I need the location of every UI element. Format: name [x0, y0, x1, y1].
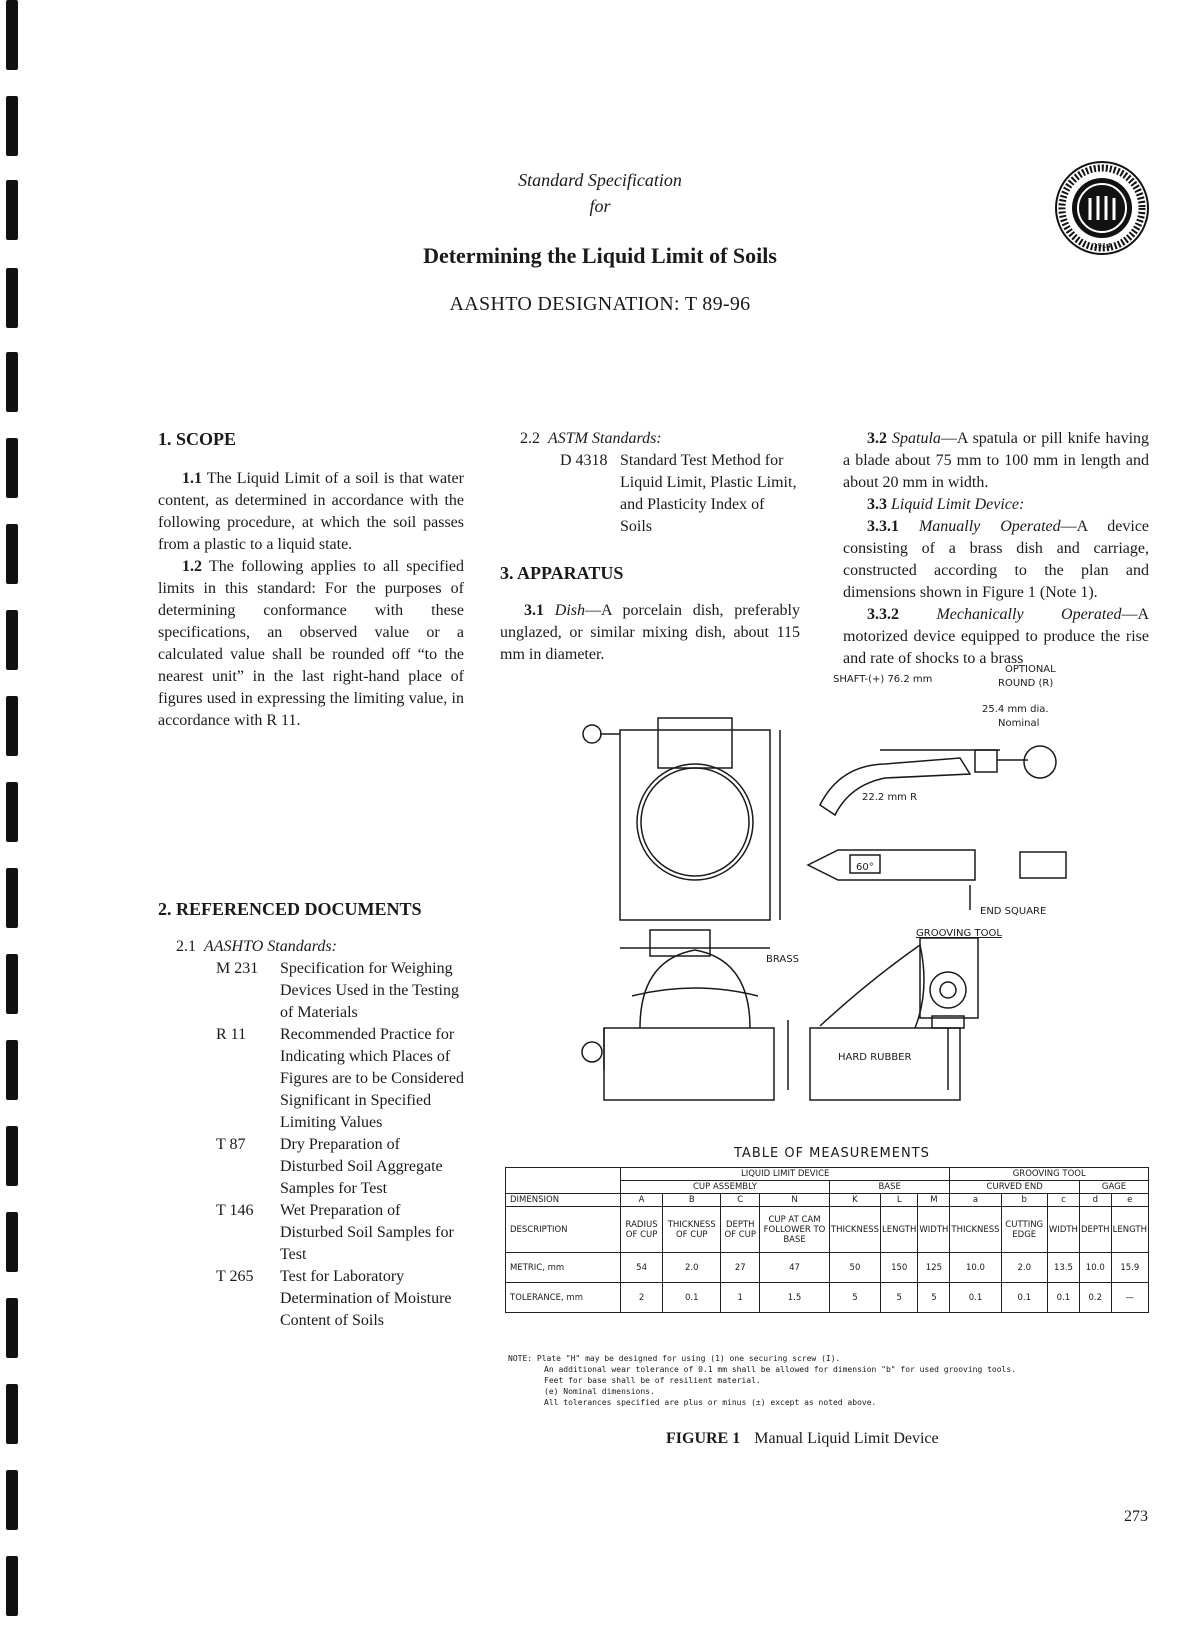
spec-kicker-line2: for [589, 196, 611, 216]
section-1-heading: 1. SCOPE [158, 429, 237, 449]
table-cell [506, 1168, 621, 1194]
list-item: D 4318 Standard Test Method for Liquid Limit, Plastic Limit, and Plasticity Index of Soils [560, 452, 797, 535]
table-row: METRIC, mm 54 2.0 27 47 50 150 125 10.0 2.0 13.5 10.0 15.9 [506, 1253, 1149, 1283]
page-title: Determining the Liquid Limit of Soils [423, 243, 777, 268]
column-1-section-2 [158, 898, 464, 1332]
table-row: DIMENSION A B C N K L M a b c d e [506, 1194, 1149, 1207]
column-1 [158, 428, 464, 732]
binder-hole [6, 1470, 18, 1530]
designation: AASHTO DESIGNATION: T 89-96 [449, 293, 751, 315]
binder-hole [6, 696, 18, 756]
svg-text:22.2 mm R: 22.2 mm R [862, 792, 918, 803]
paragraph-3-3-1: 3.3.1 Manually Operated—A device consisting of a brass dish and carriage, constructed according to the plan and dimensions shown in Figure 1 (Note 1). [843, 518, 1150, 601]
binder-hole [6, 1556, 18, 1616]
svg-text:60°: 60° [856, 862, 874, 873]
table-row [506, 1168, 1149, 1181]
binder-hole [6, 1040, 18, 1100]
paragraph-1-1: 1.1 The Liquid Limit of a soil is that water content, as determined in accordance with the following procedure, at which the soil passes from a plastic to a liquid state. [158, 470, 464, 553]
list-item: T 146 Wet Preparation of Disturbed Soil Samples for Test [216, 1202, 454, 1263]
aashto-seal-icon [1054, 160, 1150, 256]
binder-hole [6, 1298, 18, 1358]
binder-hole [6, 782, 18, 842]
binder-hole [6, 438, 18, 498]
paragraph-3-2: 3.2 Spatula—A spatula or pill knife having a blade about 75 mm to 100 mm in length and about 20 mm in width. [843, 430, 1150, 491]
aashto-standards: 2.1 AASHTO Standards: M 231 Specification for Weighing Devices Used in the Testing of Materials R 11 Recommended Practice for Indicating which Places of Figures are to be Considered Significant in Specified Limiting Values T 87 Dry Preparation of Disturbed Soil Aggregate Samples for Test T 146 Wet Preparation of Disturbed Soil Samples for Test T 265 Test for Laboratory Determination of Moisture Content of Soils [176, 936, 464, 1332]
column-3 [843, 428, 1149, 670]
svg-text:ROUND (R): ROUND (R) [998, 678, 1054, 689]
binder-hole [6, 96, 18, 156]
column-2 [500, 428, 800, 666]
svg-text:GROOVING TOOL: GROOVING TOOL [916, 928, 1002, 939]
table-row: DESCRIPTION RADIUS OF CUP THICKNESS OF CUP DEPTH OF CUP CUP AT CAM FOLLOWER TO BASE THICKNESS LENGTH WIDTH THICKNESS CUTTING EDGE WIDTH DEPTH LENGTH [506, 1207, 1149, 1253]
svg-text:SHAFT-(+) 76.2 mm: SHAFT-(+) 76.2 mm [833, 674, 933, 685]
figure-caption: FIGURE 1 Manual Liquid Limit Device [666, 1430, 939, 1447]
table-row: TOLERANCE, mm 2 0.1 1 1.5 5 5 5 0.1 0.1 0.1 0.2 — [506, 1283, 1149, 1313]
svg-text:25.4 mm dia.: 25.4 mm dia. [982, 704, 1049, 715]
table-header: LIQUID LIMIT DEVICE [621, 1168, 950, 1181]
table-header: GAGE [1079, 1181, 1148, 1194]
figure-notes: NOTE: Plate "H" may be designed for using (1) one securing screw (I). An additional wear tolerance of 0.1 mm shall be allowed for dimension "b" for used grooving tools. Feet for base shall be of resilient material. (e) Nominal dimensions. All tolerances specified are plus or minus (±) except as noted above. [508, 1354, 1017, 1407]
paragraph-3-3-2: 3.3.2 Mechanically Operated—A motorized device equipped to produce the rise and rate of shocks to a brass [843, 606, 1149, 667]
binder-hole [6, 1212, 18, 1272]
binder-hole [6, 954, 18, 1014]
svg-text:HARD RUBBER: HARD RUBBER [838, 1052, 912, 1063]
svg-text:1914: 1914 [1093, 242, 1111, 250]
binder-hole [6, 0, 18, 70]
table-header: BASE [829, 1181, 950, 1194]
list-item: R 11 Recommended Practice for Indicating which Places of Figures are to be Considered Significant in Specified Limiting Values [216, 1026, 464, 1131]
section-2-heading: 2. REFERENCED DOCUMENTS [158, 899, 422, 919]
svg-text:OPTIONAL: OPTIONAL [1005, 664, 1056, 675]
svg-text:BRASS: BRASS [766, 954, 799, 965]
binder-hole [6, 868, 18, 928]
binder-hole [6, 1384, 18, 1444]
aashto-ref-list [216, 958, 464, 1332]
binder-hole [6, 1126, 18, 1186]
table-header: CUP ASSEMBLY [621, 1181, 830, 1194]
paragraph-3-3: 3.3 Liquid Limit Device: [867, 496, 1025, 513]
page-number: 273 [1124, 1508, 1148, 1525]
svg-text:Nominal: Nominal [998, 718, 1040, 729]
liquid-limit-device-figure [580, 664, 1150, 1130]
binder-hole [6, 610, 18, 670]
table-header: GROOVING TOOL [950, 1168, 1149, 1181]
section-3-heading: 3. APPARATUS [500, 563, 624, 583]
paragraph-1-2: 1.2 The following applies to all specified limits in this standard: For the purposes of determining conformance with these specifications, an observed value or a calculated value shall be rounded off “to the nearest unit” in the last right-hand place of figures used in expressing the limiting value, in accordance with R 11. [158, 558, 464, 729]
measurements-table [505, 1167, 1149, 1313]
table-header: CURVED END [950, 1181, 1080, 1194]
list-item: T 87 Dry Preparation of Disturbed Soil Aggregate Samples for Test [216, 1136, 443, 1197]
binder-hole [6, 524, 18, 584]
spec-kicker-line1: Standard Specification [518, 170, 682, 190]
table-title: TABLE OF MEASUREMENTS [734, 1146, 930, 1161]
list-item: M 231 Specification for Weighing Devices Used in the Testing of Materials [216, 960, 459, 1021]
binder-hole [6, 352, 18, 412]
astm-standards: 2.2 ASTM Standards: D 4318 Standard Test Method for Liquid Limit, Plastic Limit, and Plasticity Index of Soils [500, 428, 800, 538]
paragraph-3-1: 3.1 Dish—A porcelain dish, preferably unglazed, or similar mixing dish, about 115 mm in diameter. [500, 602, 800, 663]
list-item: T 265 Test for Laboratory Determination of Moisture Content of Soils [216, 1268, 452, 1329]
svg-text:END SQUARE: END SQUARE [980, 906, 1047, 917]
